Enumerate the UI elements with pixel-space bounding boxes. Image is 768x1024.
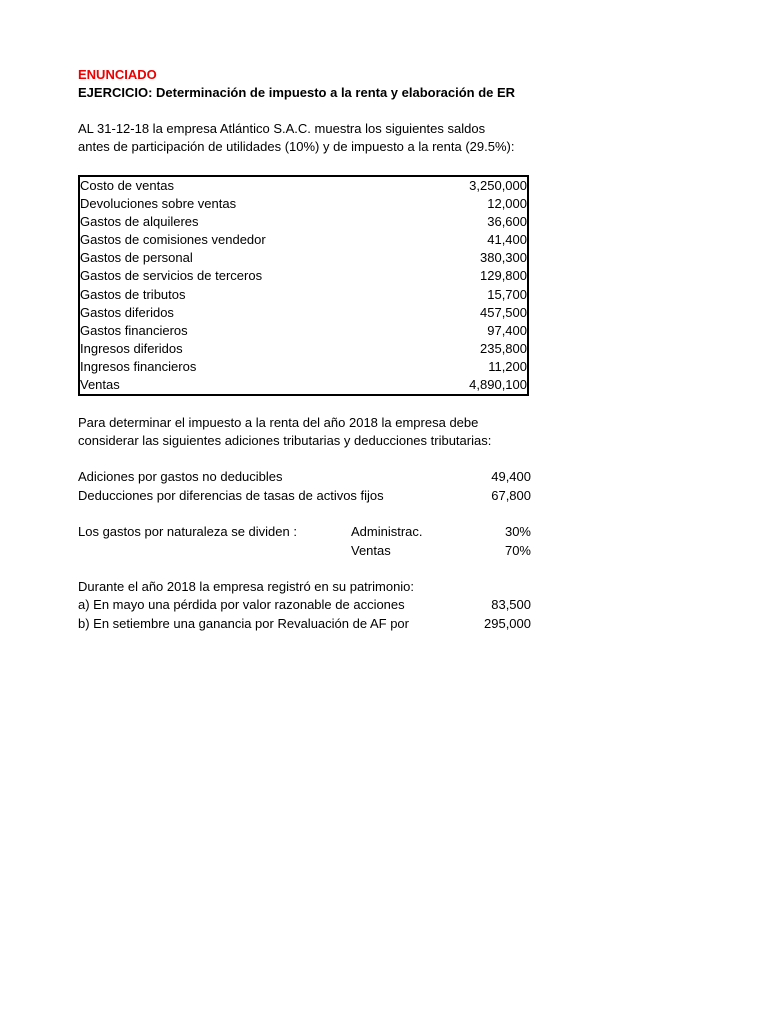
para-line-1: Para determinar el impuesto a la renta del año 2018 la empresa debe (78, 415, 479, 431)
expense-split-name: Ventas (351, 542, 391, 558)
table-row (80, 213, 527, 231)
table-row (80, 231, 527, 249)
balance-value: 12,000 (487, 196, 527, 212)
intro-line-2: antes de participación de utilidades (10%) y de impuesto a la renta (29.5%): (78, 139, 515, 154)
equity-label: a) En mayo una pérdida por valor razonable de acciones (78, 597, 405, 613)
equity-row (78, 596, 531, 615)
balance-label: Gastos de comisiones vendedor (80, 232, 266, 248)
table-row (80, 267, 527, 285)
balance-value: 11,200 (488, 358, 527, 374)
table-row (80, 177, 527, 195)
balance-value: 129,800 (480, 268, 527, 284)
balance-label: Gastos de personal (80, 250, 193, 266)
balance-label: Ingresos diferidos (80, 340, 183, 356)
worksheet (78, 66, 538, 633)
balance-value: 3,250,000 (469, 178, 527, 193)
table-row (80, 304, 527, 322)
balance-label: Gastos financieros (80, 322, 188, 338)
table-row (80, 249, 527, 267)
expense-split-name: Administrac. (351, 524, 423, 540)
balance-value: 4,890,100 (469, 377, 527, 393)
equity-value: 83,500 (491, 597, 531, 613)
expense-split-pct: 70% (504, 542, 531, 558)
adjustment-value: 67,800 (491, 487, 531, 503)
para-line-2: considerar las siguientes adiciones tributarias y deducciones tributarias: (78, 433, 492, 449)
equity-title: Durante el año 2018 la empresa registró en su patrimonio: (78, 579, 415, 595)
equity-label: b) En setiembre una ganancia por Revaluación de AF por (78, 615, 409, 631)
balances-table (78, 175, 529, 396)
table-row (80, 286, 527, 304)
expense-split-row (78, 542, 531, 561)
balance-label: Devoluciones sobre ventas (80, 196, 237, 212)
adjustment-row (78, 468, 531, 487)
intro-line-1: AL 31-12-18 la empresa Atlántico S.A.C. muestra los siguientes saldos (78, 121, 486, 136)
table-row (80, 358, 527, 376)
balance-label: Gastos de alquileres (80, 214, 199, 230)
table-row (80, 376, 527, 394)
table-row (80, 195, 527, 213)
balance-value: 41,400 (487, 232, 527, 248)
balance-value: 380,300 (480, 250, 527, 266)
balance-label: Gastos de servicios de terceros (80, 268, 263, 284)
balance-label: Costo de ventas (80, 178, 174, 193)
balance-value: 97,400 (487, 322, 527, 338)
expense-split-pct: 30% (504, 524, 531, 540)
balance-value: 15,700 (487, 286, 527, 302)
expense-split-label: Los gastos por naturaleza se dividen : (78, 524, 297, 540)
adjustment-value: 49,400 (491, 469, 531, 485)
exercise-title: EJERCICIO: Determinación de impuesto a la renta y elaboración de ER (78, 85, 516, 100)
table-row (80, 340, 527, 358)
expense-split-row (78, 523, 531, 542)
balance-label: Ingresos financieros (80, 358, 197, 374)
enunciado-heading: ENUNCIADO (78, 67, 157, 82)
balance-value: 235,800 (480, 340, 527, 356)
adjustment-label: Deducciones por diferencias de tasas de activos fijos (78, 487, 384, 503)
balance-label: Gastos de tributos (80, 286, 186, 302)
balance-value: 36,600 (487, 214, 527, 230)
balance-label: Gastos diferidos (80, 304, 174, 320)
adjustment-label: Adiciones por gastos no deducibles (78, 469, 283, 485)
balance-value: 457,500 (480, 304, 527, 320)
adjustment-row (78, 487, 531, 506)
equity-row (78, 615, 531, 634)
table-row (80, 322, 527, 340)
equity-value: 295,000 (484, 615, 531, 631)
balance-label: Ventas (80, 377, 120, 393)
